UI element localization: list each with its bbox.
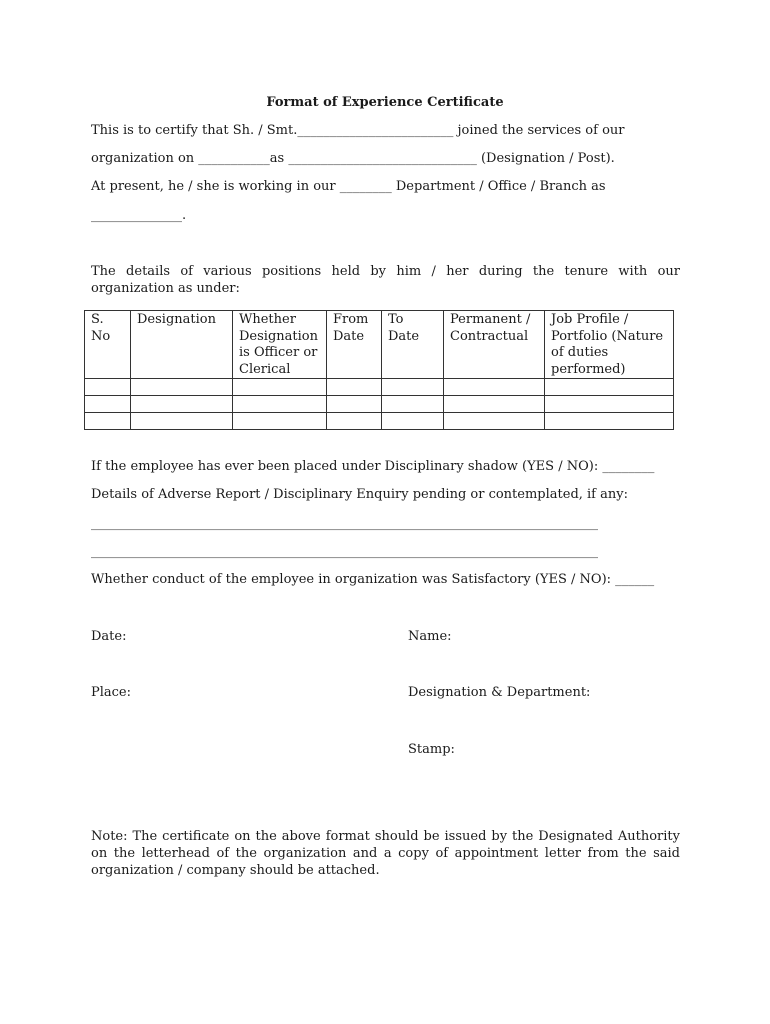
table-row	[85, 396, 674, 413]
table-cell[interactable]	[131, 396, 233, 413]
note-paragraph: Note: The certificate on the above format should be issued by the Designated Authority on the letterhead of the organization and a copy of appointment letter from the said organization / company should be attached.	[91, 829, 680, 878]
table-cell[interactable]	[382, 379, 444, 396]
header-from-date: From Date	[327, 311, 382, 379]
table-cell[interactable]	[85, 413, 131, 430]
place-label: Place:	[91, 685, 132, 700]
header-designation: Designation	[131, 311, 233, 379]
designation-department-label: Designation & Department:	[408, 685, 591, 700]
table-cell[interactable]	[545, 413, 674, 430]
table-cell[interactable]	[327, 379, 382, 396]
table-cell[interactable]	[233, 379, 327, 396]
table-cell[interactable]	[131, 379, 233, 396]
certify-line-4: ______________.	[91, 208, 187, 223]
conduct-line: Whether conduct of the employee in organization was Satisfactory (YES / NO): ______	[91, 572, 655, 587]
certify-line-1: This is to certify that Sh. / Smt.________________________ joined the services of our	[91, 123, 625, 138]
table-cell[interactable]	[233, 413, 327, 430]
header-to-date: To Date	[382, 311, 444, 379]
table-cell[interactable]	[233, 396, 327, 413]
table-cell[interactable]	[444, 413, 545, 430]
certify-line-2: organization on ___________as _____________________________ (Designation / Post).	[91, 151, 615, 166]
blank-line-2[interactable]: ______________________________________________________________________________	[91, 544, 598, 559]
name-label: Name:	[408, 629, 452, 644]
table-cell[interactable]	[382, 413, 444, 430]
table-cell[interactable]	[444, 396, 545, 413]
adverse-report-line: Details of Adverse Report / Disciplinary Enquiry pending or contemplated, if any:	[91, 487, 628, 502]
details-intro: The details of various positions held by him / her during the tenure with our organization as under:	[91, 264, 680, 296]
header-sno: S. No	[85, 311, 131, 379]
table-cell[interactable]	[382, 396, 444, 413]
table-cell[interactable]	[131, 413, 233, 430]
table-cell[interactable]	[444, 379, 545, 396]
positions-table	[84, 310, 674, 430]
certify-line-3: At present, he / she is working in our ________ Department / Office / Branch as	[91, 179, 606, 194]
table-cell[interactable]	[327, 396, 382, 413]
header-permanent-contractual: Permanent / Contractual	[444, 311, 545, 379]
date-label: Date:	[91, 629, 127, 644]
table-cell[interactable]	[85, 379, 131, 396]
table-cell[interactable]	[327, 413, 382, 430]
page-title: Format of Experience Certificate	[266, 95, 504, 110]
header-officer-clerical: Whether Designation is Officer or Clerical	[233, 311, 327, 379]
blank-line-1[interactable]: ______________________________________________________________________________	[91, 516, 598, 531]
disciplinary-shadow-line: If the employee has ever been placed under Disciplinary shadow (YES / NO): ________	[91, 459, 655, 474]
table-row	[85, 379, 674, 396]
header-job-profile: Job Profile / Portfolio (Nature of duties performed)	[545, 311, 674, 379]
table-cell[interactable]	[85, 396, 131, 413]
table-header-row	[85, 311, 674, 379]
table-row	[85, 413, 674, 430]
stamp-label: Stamp:	[408, 742, 455, 757]
table-cell[interactable]	[545, 396, 674, 413]
table-cell[interactable]	[545, 379, 674, 396]
